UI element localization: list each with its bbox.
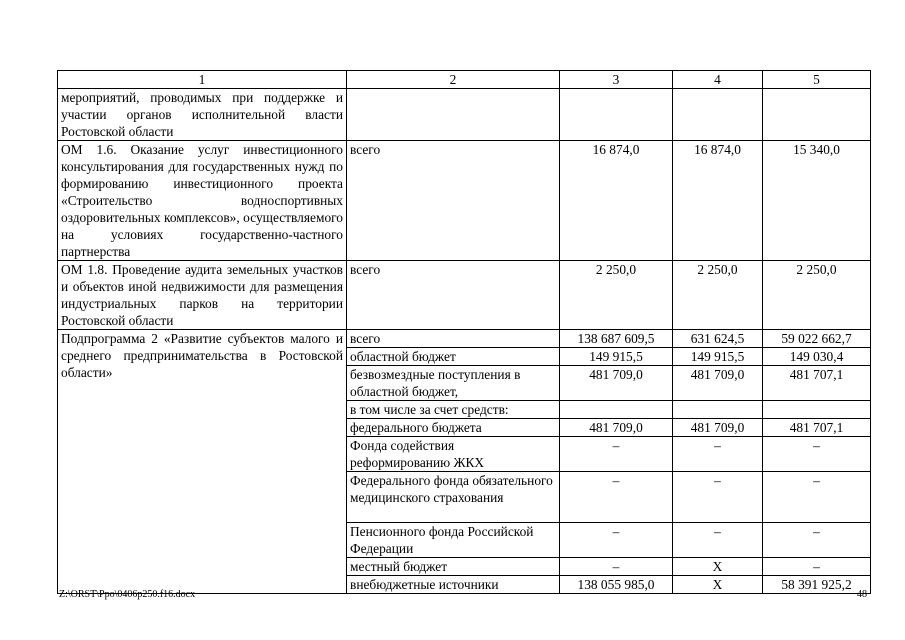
value-col-3: 138 687 609,5 bbox=[560, 330, 673, 348]
value-col-3: 481 709,0 bbox=[560, 419, 673, 437]
funding-source: Пенсионного фонда Российской Федерации bbox=[347, 523, 560, 558]
funding-source: Федерального фонда обязательного медицинского страхования bbox=[347, 472, 560, 523]
value-col-5: – bbox=[763, 472, 871, 523]
value-col-3: – bbox=[560, 472, 673, 523]
value-col-3: 138 055 985,0 bbox=[560, 576, 673, 594]
measure-name: ОМ 1.6. Оказание услуг инвестиционного консультирования для государственных нужд по формированию инвестиционного проекта «Строительство водноспортивных оздоровительных комплексов», осуществляемого на условиях государственно-частного партнерства bbox=[58, 141, 347, 261]
value-col-5: 15 340,0 bbox=[763, 141, 871, 261]
empty-cell bbox=[763, 89, 871, 141]
budget-table bbox=[57, 70, 871, 594]
subprogram-name: Подпрограмма 2 «Развитие субъектов малого и среднего предпринимательства в Ростовской области» bbox=[58, 330, 347, 594]
value-col-5: 59 022 662,7 bbox=[763, 330, 871, 348]
value-col-4: 2 250,0 bbox=[673, 261, 763, 330]
table-row-subprogram-2 bbox=[58, 330, 871, 348]
table-header-row bbox=[58, 71, 871, 89]
value-col-5 bbox=[763, 401, 871, 419]
col-header-4: 4 bbox=[673, 71, 763, 89]
table-row-om-1-6 bbox=[58, 141, 871, 261]
col-header-2: 2 bbox=[347, 71, 560, 89]
empty-cell bbox=[560, 89, 673, 141]
value-col-4 bbox=[673, 401, 763, 419]
measure-name: ОМ 1.8. Проведение аудита земельных участков и объектов иной недвижимости для размещения индустриальных парков на территории Ростовской области bbox=[58, 261, 347, 330]
empty-cell bbox=[347, 89, 560, 141]
value-col-5: 58 391 925,2 bbox=[763, 576, 871, 594]
value-col-3: 16 874,0 bbox=[560, 141, 673, 261]
funding-source: безвозмездные поступления в областной бюджет, bbox=[347, 366, 560, 401]
funding-source: всего bbox=[347, 141, 560, 261]
table-row-om-1-8 bbox=[58, 261, 871, 330]
value-col-4: 631 624,5 bbox=[673, 330, 763, 348]
col-header-3: 3 bbox=[560, 71, 673, 89]
value-col-5: 481 707,1 bbox=[763, 419, 871, 437]
value-col-5: – bbox=[763, 558, 871, 576]
value-col-4: Х bbox=[673, 576, 763, 594]
funding-source: областной бюджет bbox=[347, 348, 560, 366]
value-col-5: 2 250,0 bbox=[763, 261, 871, 330]
funding-source: внебюджетные источники bbox=[347, 576, 560, 594]
funding-source: всего bbox=[347, 261, 560, 330]
funding-source: в том числе за счет средств: bbox=[347, 401, 560, 419]
value-col-3: 149 915,5 bbox=[560, 348, 673, 366]
value-col-5: – bbox=[763, 437, 871, 472]
table-row-continuation bbox=[58, 89, 871, 141]
funding-source: местный бюджет bbox=[347, 558, 560, 576]
value-col-4: 16 874,0 bbox=[673, 141, 763, 261]
value-col-3: – bbox=[560, 523, 673, 558]
value-col-3: 481 709,0 bbox=[560, 366, 673, 401]
value-col-3: – bbox=[560, 437, 673, 472]
value-col-4: – bbox=[673, 472, 763, 523]
value-col-4: – bbox=[673, 437, 763, 472]
value-col-3: 2 250,0 bbox=[560, 261, 673, 330]
value-col-3: – bbox=[560, 558, 673, 576]
value-col-4: 149 915,5 bbox=[673, 348, 763, 366]
value-col-3 bbox=[560, 401, 673, 419]
measure-name: мероприятий, проводимых при поддержке и участии органов исполнительной власти Ростовской области bbox=[58, 89, 347, 141]
value-col-4: 481 709,0 bbox=[673, 366, 763, 401]
value-col-4: Х bbox=[673, 558, 763, 576]
value-col-4: 481 709,0 bbox=[673, 419, 763, 437]
value-col-5: – bbox=[763, 523, 871, 558]
col-header-1: 1 bbox=[58, 71, 347, 89]
value-col-5: 481 707,1 bbox=[763, 366, 871, 401]
col-header-5: 5 bbox=[763, 71, 871, 89]
footer-file-path: Z:\ORST\Ppo\0406p250.f16.docx bbox=[59, 589, 196, 600]
footer-page-number: 48 bbox=[857, 589, 867, 600]
value-col-5: 149 030,4 bbox=[763, 348, 871, 366]
funding-source: федерального бюджета bbox=[347, 419, 560, 437]
value-col-4: – bbox=[673, 523, 763, 558]
funding-source: Фонда содействия реформированию ЖКХ bbox=[347, 437, 560, 472]
funding-source: всего bbox=[347, 330, 560, 348]
empty-cell bbox=[673, 89, 763, 141]
